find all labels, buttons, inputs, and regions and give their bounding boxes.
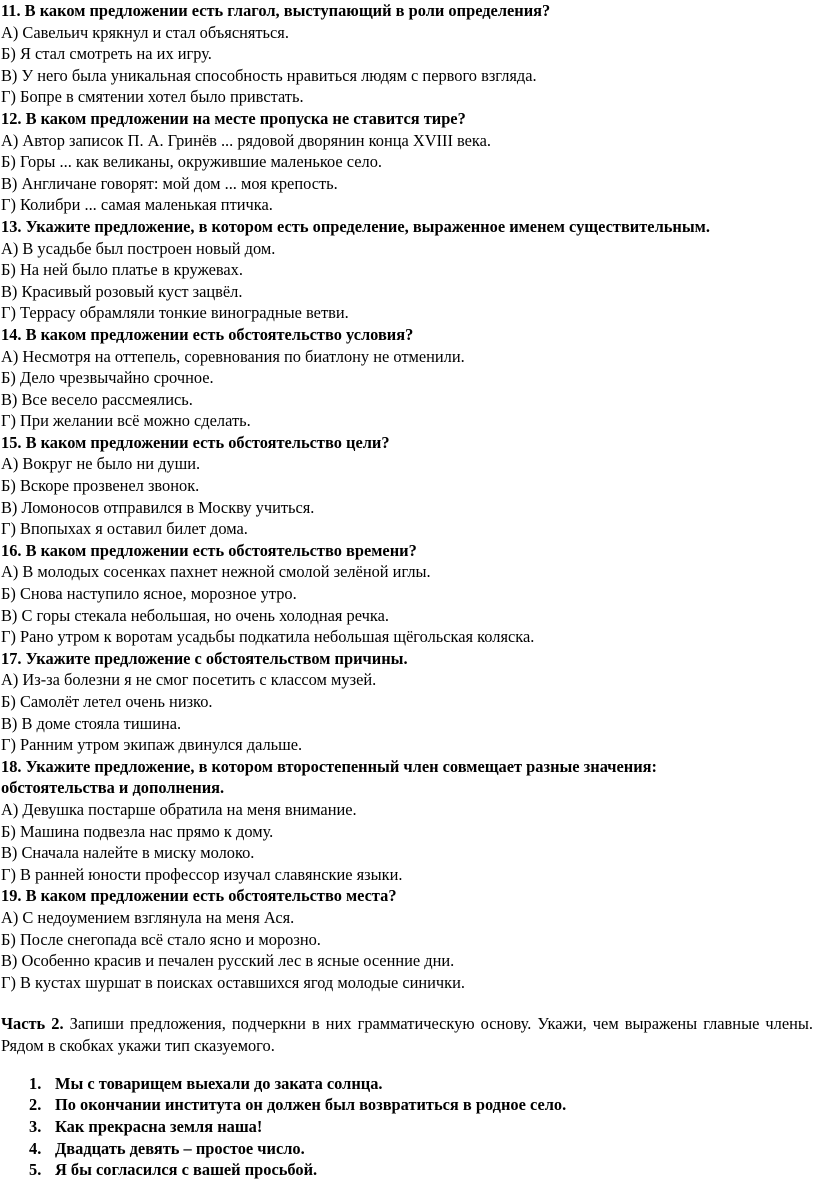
question-14	[1, 324, 813, 432]
answer-option: Г) В кустах шуршат в поисках оставшихся ягод молодые синички.	[1, 972, 466, 992]
answer-option: А) Вокруг не было ни души.	[1, 454, 201, 474]
answer-option: В) Сначала налейте в миску молоко.	[1, 843, 255, 863]
question-title: 15. В каком предложении есть обстоятельство цели?	[1, 432, 390, 452]
worksheet	[1, 0, 813, 1181]
question-15	[1, 432, 813, 540]
answer-option: В) Англичане говорят: мой дом ... моя крепость.	[1, 173, 338, 193]
answer-option: Г) Рано утром к воротам усадьбы подкатила небольшая щёгольская коляска.	[1, 627, 535, 647]
answer-option: В) Все весело рассмеялись.	[1, 389, 193, 409]
answer-option: Г) В ранней юности профессор изучал славянские языки.	[1, 864, 403, 884]
list-item	[1, 1094, 813, 1116]
question-12	[1, 108, 813, 216]
question-title: 16. В каком предложении есть обстоятельство времени?	[1, 540, 417, 560]
answer-option: В) В доме стояла тишина.	[1, 713, 182, 733]
item-number: 1.	[29, 1073, 42, 1093]
answer-option: В) С горы стекала небольшая, но очень холодная речка.	[1, 605, 389, 625]
list-item	[1, 1159, 813, 1181]
part2-label: Часть 2.	[1, 1014, 64, 1034]
answer-option: В) Ломоносов отправился в Москву учиться.	[1, 497, 315, 517]
answer-option: Г) При желании всё можно сделать.	[1, 411, 251, 431]
answer-option: Б) Машина подвезла нас прямо к дому.	[1, 821, 274, 841]
answer-option: А) Автор записок П. А. Гринёв ... рядовой дворянин конца XVIII века.	[1, 130, 492, 150]
item-number: 3.	[29, 1117, 42, 1137]
question-19	[1, 885, 813, 993]
question-16	[1, 540, 813, 648]
question-title: 17. Укажите предложение с обстоятельством причины.	[1, 648, 408, 668]
answer-option: Б) Вскоре прозвенел звонок.	[1, 476, 200, 496]
question-title: 11. В каком предложении есть глагол, выступающий в роли определения?	[1, 1, 551, 20]
item-number: 4.	[29, 1138, 42, 1158]
item-text: Как прекрасна земля наша!	[55, 1117, 263, 1137]
question-title: 18. Укажите предложение, в котором второстепенный член совмещает разные значения:	[1, 756, 657, 776]
item-text: Мы с товарищем выехали до заката солнца.	[55, 1073, 383, 1093]
question-17	[1, 648, 813, 756]
part2-instruction-text: Запиши предложения, подчеркни в них грамматическую основу. Укажи, чем выражены главные члены. Рядом в скобках укажи тип сказуемого.	[1, 1014, 813, 1055]
answer-option: А) Савельич крякнул и стал объясняться.	[1, 22, 289, 42]
answer-option: Б) Горы ... как великаны, окружившие маленькое село.	[1, 152, 383, 172]
item-text: Двадцать девять – простое число.	[55, 1138, 305, 1158]
part2-instruction	[1, 1013, 813, 1056]
item-number: 5.	[29, 1160, 42, 1180]
answer-option: Б) После снегопада всё стало ясно и морозно.	[1, 929, 321, 949]
answer-option: Б) Дело чрезвычайно срочное.	[1, 368, 214, 388]
question-13	[1, 216, 813, 324]
answer-option: Б) Снова наступило ясное, морозное утро.	[1, 584, 297, 604]
answer-option: Г) Ранним утром экипаж двинулся дальше.	[1, 735, 303, 755]
question-title: 19. В каком предложении есть обстоятельство места?	[1, 886, 397, 906]
answer-option: Б) Я стал смотреть на их игру.	[1, 44, 212, 64]
answer-option: Б) На ней было платье в кружевах.	[1, 260, 243, 280]
answer-option: Г) Бопре в смятении хотел было привстать.	[1, 87, 304, 107]
answer-option: А) В усадьбе был построен новый дом.	[1, 238, 276, 258]
item-number: 2.	[29, 1095, 42, 1115]
item-text: Я бы согласился с вашей просьбой.	[55, 1160, 318, 1180]
question-title: 12. В каком предложении на месте пропуска не ставится тире?	[1, 108, 466, 128]
list-item	[1, 1073, 813, 1095]
answer-option: Г) Колибри ... самая маленькая птичка.	[1, 195, 273, 215]
item-text: По окончании института он должен был возвратиться в родное село.	[55, 1095, 567, 1115]
question-18	[1, 756, 813, 886]
answer-option: Г) Террасу обрамляли тонкие виноградные ветви.	[1, 303, 349, 323]
answer-option: Б) Самолёт летел очень низко.	[1, 692, 213, 711]
question-11	[1, 0, 813, 108]
answer-option: Г) Впопыхах я оставил билет дома.	[1, 519, 248, 539]
answer-option: В) Особенно красив и печален русский лес в ясные осенние дни.	[1, 951, 455, 971]
answer-option: В) Красивый розовый куст зацвёл.	[1, 281, 243, 301]
part2-task-list	[1, 1073, 813, 1181]
answer-option: В) У него была уникальная способность нравиться людям с первого взгляда.	[1, 65, 537, 85]
question-title: 14. В каком предложении есть обстоятельство условия?	[1, 324, 414, 344]
answer-option: А) Девушка постарше обратила на меня внимание.	[1, 799, 357, 819]
answer-option: А) Из-за болезни я не смог посетить с классом музей.	[1, 670, 377, 690]
answer-option: А) Несмотря на оттепель, соревнования по биатлону не отменили.	[1, 346, 465, 366]
question-title: 13. Укажите предложение, в котором есть определение, выраженное именем существительным.	[1, 216, 710, 236]
list-item	[1, 1138, 813, 1160]
question-title-continued: обстоятельства и дополнения.	[1, 778, 225, 798]
answer-option: А) С недоумением взглянула на меня Ася.	[1, 907, 295, 927]
answer-option: А) В молодых сосенках пахнет нежной смолой зелёной иглы.	[1, 562, 431, 582]
list-item	[1, 1116, 813, 1138]
